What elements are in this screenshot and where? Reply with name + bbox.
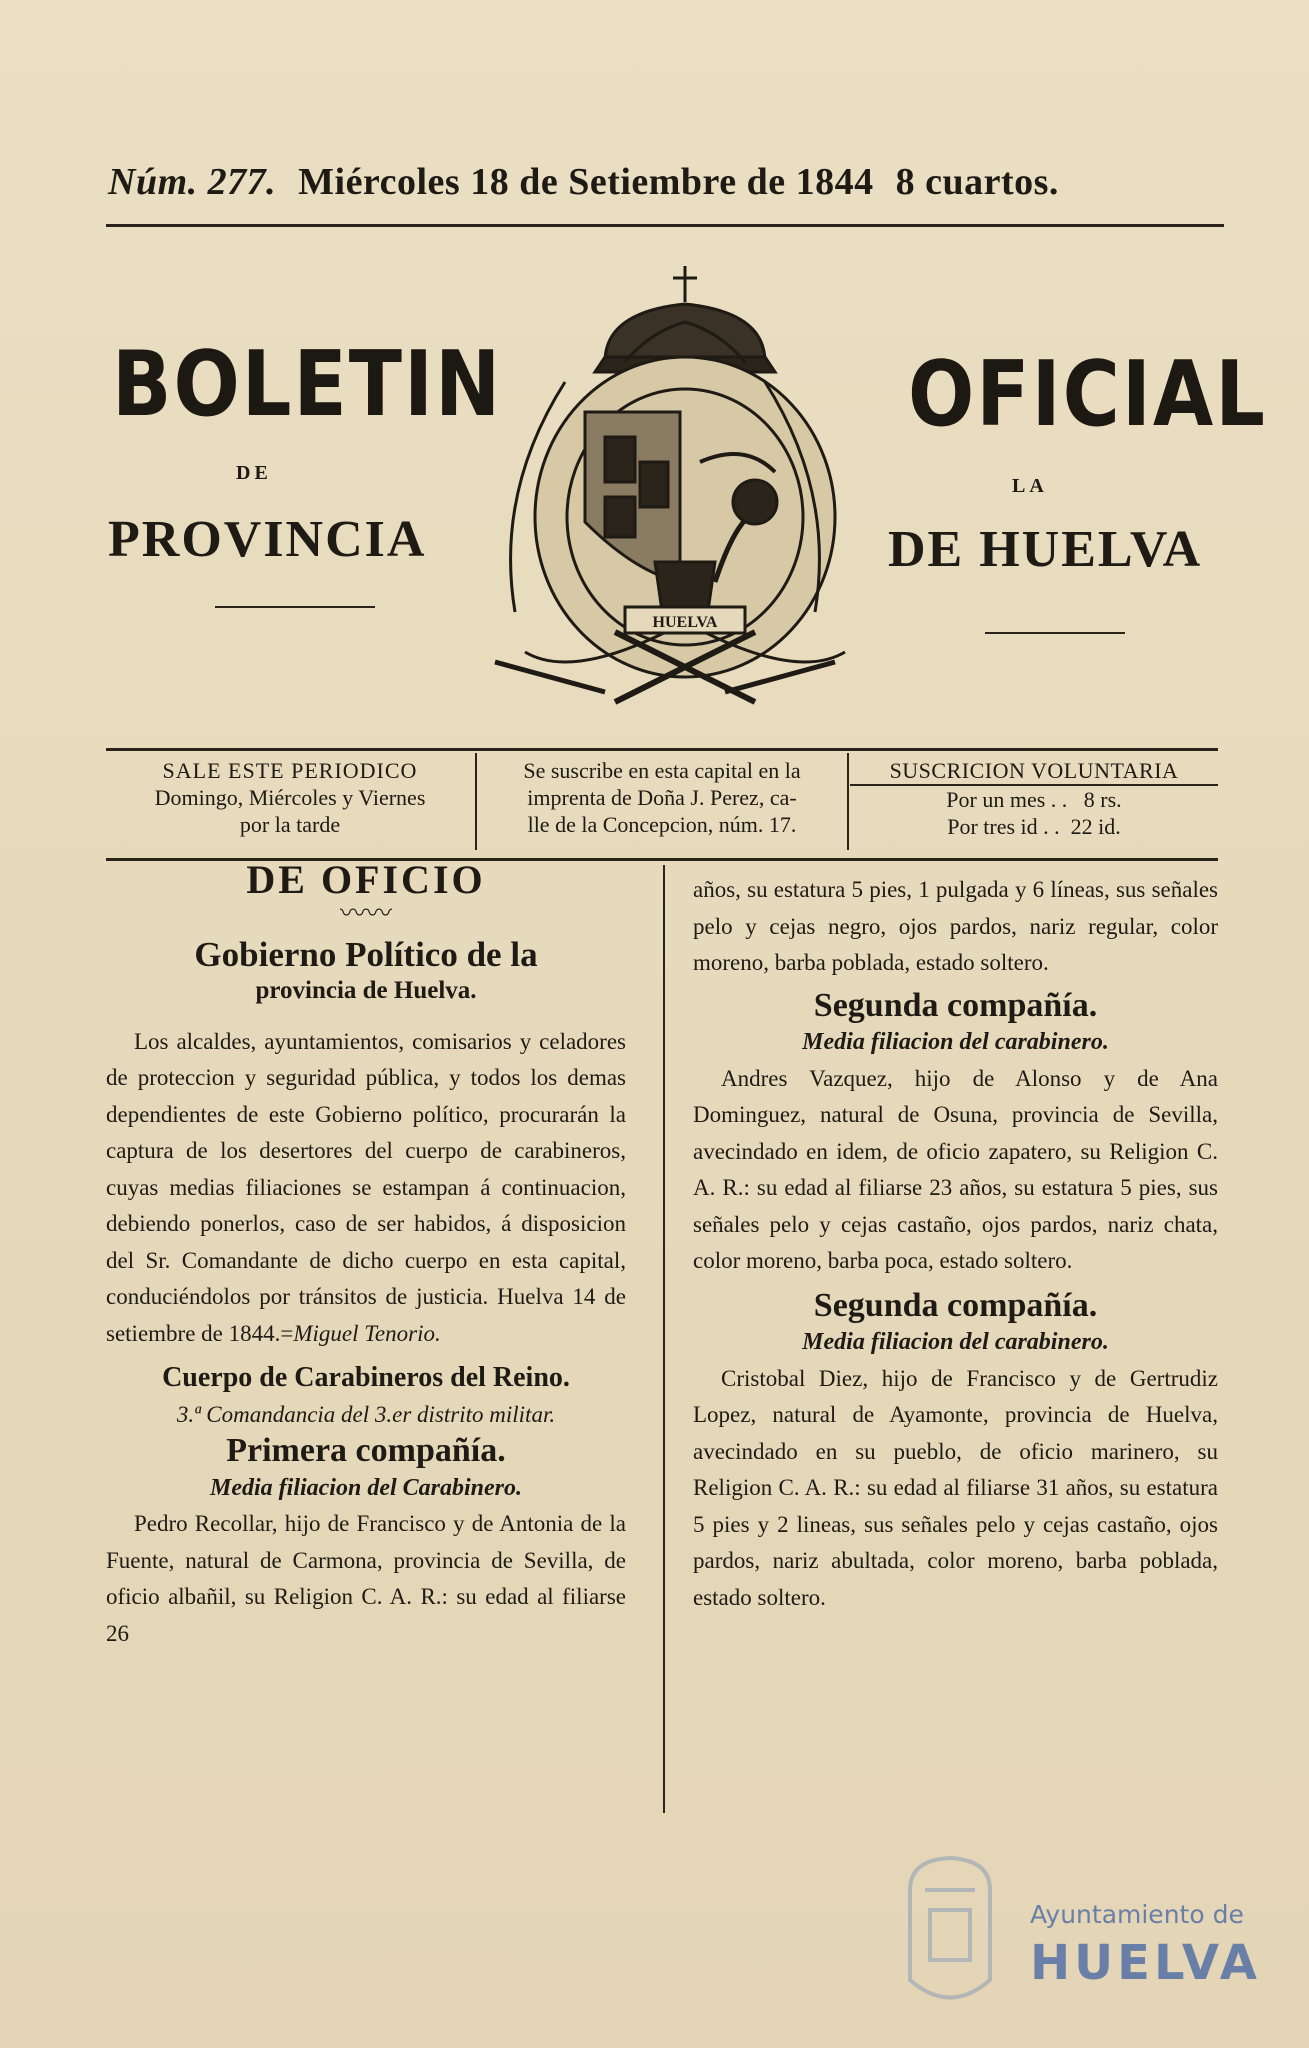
issue-number: Núm. 277. [108,161,277,203]
info-subscription-line2: imprenta de Doña J. Perez, ca- [527,785,797,810]
coat-of-arms-emblem [455,262,875,717]
info-publication-days: Domingo, Miércoles y Viernes [154,785,426,810]
decree-body [106,1024,626,1353]
masthead-boletin: BOLETIN [112,333,503,437]
masthead-oficial: OFICIAL [908,343,1267,447]
segunda-filiacion-text-1: Andres Vazquez, hijo de Alonso y de Ana Dominguez, natural de Osuna, provincia de Sevilla, avecindado en idem, de oficio zapatero, su Religion C. A. R.: su edad al filiarse 23 años, su estatura 5 pies, sus señales pelo y cejas castaño, ojos pardos, nariz chata, color moreno, barba poca, estado soltero. [693,1065,1218,1273]
ornament-wave: 〰〰 [339,898,392,928]
primera-compania-heading: Primera compañía. [226,1432,506,1469]
info-col-subscription [478,757,846,838]
header-rule [106,224,1224,227]
info-col-voluntary [850,757,1218,840]
decree-text: Los alcaldes, ayuntamientos, comisarios y celadores de proteccion y seguridad pública, y todos los demas dependientes de este Gobierno político, procurarán la captura de los desertores del cuerpo de carabineros, cuyas medias filiaciones se estampan á continuacion, debiendo ponerlos, caso de ser habidos, á disposicion del Sr. Comandante de dicho cuerpo en esta capital, conduciéndolos por tránsitos de justicia. Huelva 14 de setiembre de 1844.= [106,1028,626,1346]
masthead-de-huelva: DE HUELVA [888,521,1203,578]
watermark-line1: Ayuntamiento de [1030,1900,1244,1929]
info-subscription-line1: Se suscribe en esta capital en la [523,758,801,783]
right-column [693,872,1218,1616]
continuation-text: años, su estatura 5 pies, 1 pulgada y 6 líneas, sus señales pelo y cejas negro, ojos pardos, nariz regular, color moreno, barba poblada, estado soltero. [693,877,1218,975]
left-column [106,857,626,1652]
info-col-publication [106,757,474,838]
info-subscription-line3: lle de la Concepcion, núm. 17. [527,812,797,837]
masthead-rule-left [215,606,375,608]
issue-header [108,160,1220,204]
segunda-filiacion-heading-2: Media filiacion del carabinero. [802,1329,1109,1355]
emblem-ribbon-text: HUELVA [652,614,718,631]
info-price-month: Por un mes . . 8 rs. [946,787,1122,812]
info-separator-1 [475,753,477,850]
info-price-three: Por tres id . . 22 id. [947,814,1121,839]
decree-signature: Miguel Tenorio. [293,1320,441,1346]
segunda-compania-heading-1: Segunda compañía. [813,986,1098,1024]
watermark-line2: HUELVA [1030,1935,1261,1991]
masthead-provincia: PROVINCIA [108,511,427,568]
section-de-oficio: DE OFICIO [246,857,486,902]
primera-filiacion-heading: Media filiacion del Carabinero. [210,1474,522,1501]
info-publication-title: SALE ESTE PERIODICO [162,758,418,783]
segunda-filiacion-text-2: Cristobal Diez, hijo de Francisco y de Gertrudiz Lopez, natural de Ayamonte, provincia de Huelva, avecindado en su pueblo, de oficio marinero, su Religion C. A. R.: su edad al filiarse 31 años, su estatura 5 pies y 2 lineas, sus señales pelo y cejas castaño, ojos pardos, nariz abultada, color moreno, barba poblada, estado soltero. [693,1365,1218,1610]
column-separator [663,865,665,1813]
gobierno-heading: Gobierno Político de la [194,934,538,974]
segunda-filiacion-heading-1: Media filiacion del carabinero. [802,1029,1109,1055]
info-separator-2 [847,753,849,850]
issue-price: 8 cuartos. [895,161,1059,203]
provincia-heading: provincia de Huelva. [255,977,477,1004]
info-voluntary-title: SUSCRICION VOLUNTARIA [850,757,1218,786]
masthead-de: DE [236,462,272,484]
masthead-la: LA [1012,475,1048,497]
segunda-compania-heading-2: Segunda compañía. [813,1286,1098,1324]
cuerpo-heading: Cuerpo de Carabineros del Reino. [162,1362,570,1393]
primera-filiacion-text: Pedro Recollar, hijo de Francisco y de Antonia de la Fuente, natural de Carmona, provincia de Sevilla, de oficio albañil, su Religion C. A. R.: su edad al filiarse 26 [106,1511,626,1646]
issue-date: Miércoles 18 de Setiembre de 1844 [298,161,874,203]
info-publication-time: por la tarde [239,812,341,837]
comandancia-heading: 3.ª Comandancia del 3.er distrito militar. [176,1401,556,1427]
masthead-rule-right [985,632,1125,634]
